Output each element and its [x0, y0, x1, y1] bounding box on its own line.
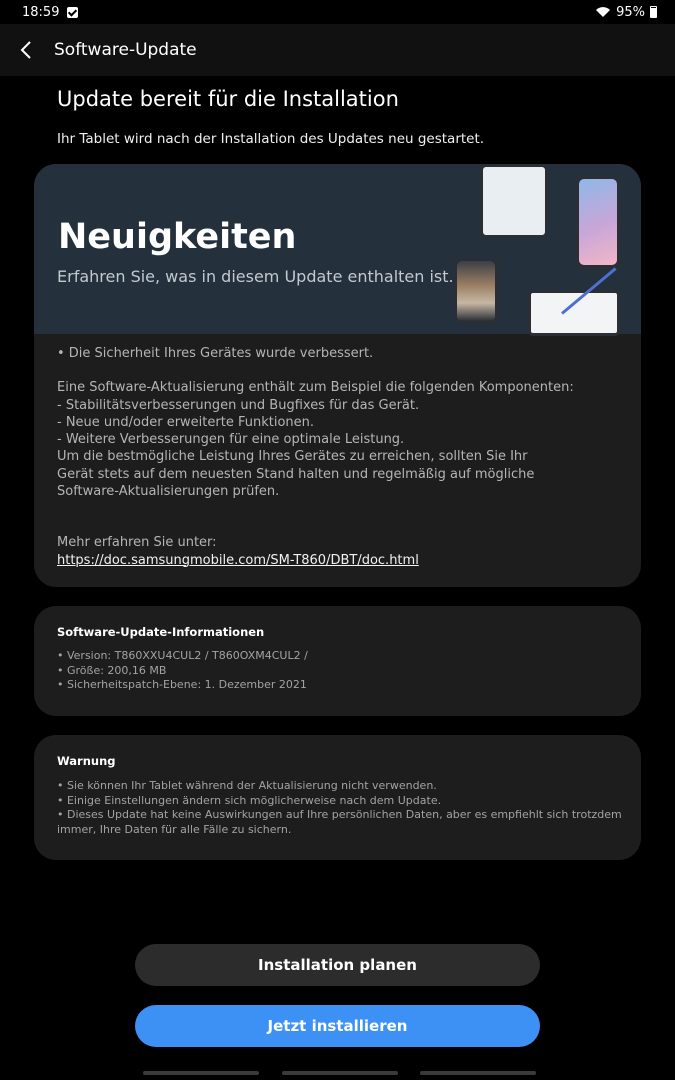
schedule-installation-button[interactable]: Installation planen	[135, 944, 540, 986]
warning-heading: Warnung	[57, 754, 116, 768]
security-note: • Die Sicherheit Ihres Gerätes wurde verbessert.	[57, 346, 374, 361]
flip-phone-illustration	[454, 258, 498, 324]
app-bar-title: Software-Update	[54, 40, 197, 60]
warning-card	[34, 735, 641, 860]
news-banner	[34, 164, 641, 334]
wifi-icon	[595, 6, 611, 18]
notification-check-icon	[67, 7, 78, 18]
app-bar	[0, 24, 675, 76]
install-now-button[interactable]: Jetzt installieren	[135, 1005, 540, 1047]
back-arrow-icon	[20, 40, 32, 60]
battery-percent: 95%	[616, 4, 645, 20]
size-info: • Größe: 200,16 MB	[57, 663, 167, 677]
update-info-heading: Software-Update-Informationen	[57, 625, 265, 639]
update-info-card	[34, 606, 641, 716]
nav-recents-handle[interactable]	[143, 1071, 259, 1075]
page-title: Update bereit für die Installation	[57, 87, 399, 111]
doc-link[interactable]: https://doc.samsungmobile.com/SM-T860/DBT/doc.html	[57, 552, 419, 568]
status-right	[595, 5, 657, 20]
warning-text: • Sie können Ihr Tablet während der Aktualisierung nicht verwenden. • Einige Einstellungen ändern sich möglicherweise nach dem Update. • Dieses Update hat keine Auswirkungen auf Ihre persönlichen Daten, aber es empfiehlt sich trotzdem immer, Ihre Daten für alle Fälle zu sichern.	[57, 779, 622, 836]
more-info-label: Mehr erfahren Sie unter:	[57, 535, 217, 551]
page-subtitle: Ihr Tablet wird nach der Installation des Updates neu gestartet.	[57, 131, 485, 147]
security-patch-info: • Sicherheitspatch-Ebene: 1. Dezember 2021	[57, 678, 307, 692]
battery-icon	[650, 6, 657, 18]
status-bar	[0, 0, 675, 24]
back-button[interactable]	[1, 24, 51, 76]
tablet-illustration	[480, 164, 548, 238]
nav-home-handle[interactable]	[282, 1071, 398, 1075]
news-card	[34, 164, 641, 587]
phone-illustration	[576, 176, 620, 268]
banner-title: Neuigkeiten	[58, 217, 297, 257]
status-time: 18:59	[22, 4, 60, 20]
update-info-lines	[57, 649, 627, 693]
news-body	[57, 345, 617, 569]
banner-subtitle: Erfahren Sie, was in diesem Update enthalten ist.	[57, 267, 454, 286]
tablet-pen-illustration	[528, 290, 620, 336]
nav-back-handle[interactable]	[420, 1071, 536, 1075]
version-info: • Version: T860XXU4CUL2 / T860OXM4CUL2 /	[57, 649, 308, 662]
news-description: Eine Software-Aktualisierung enthält zum Beispiel die folgenden Komponenten: - Stabilitätsverbesserungen und Bugfixes für das Gerät. - Neue und/oder erweiterte Funktionen. - Weitere Verbesserungen für eine optimale Leistung. Um die bestmögliche Leistung Ihres Gerätes zu erreichen, sollten Sie Ihr Gerät stets auf dem neuesten Stand halten und regelmäßig auf mögliche Software-Aktualisierungen prüfen.	[57, 380, 574, 500]
